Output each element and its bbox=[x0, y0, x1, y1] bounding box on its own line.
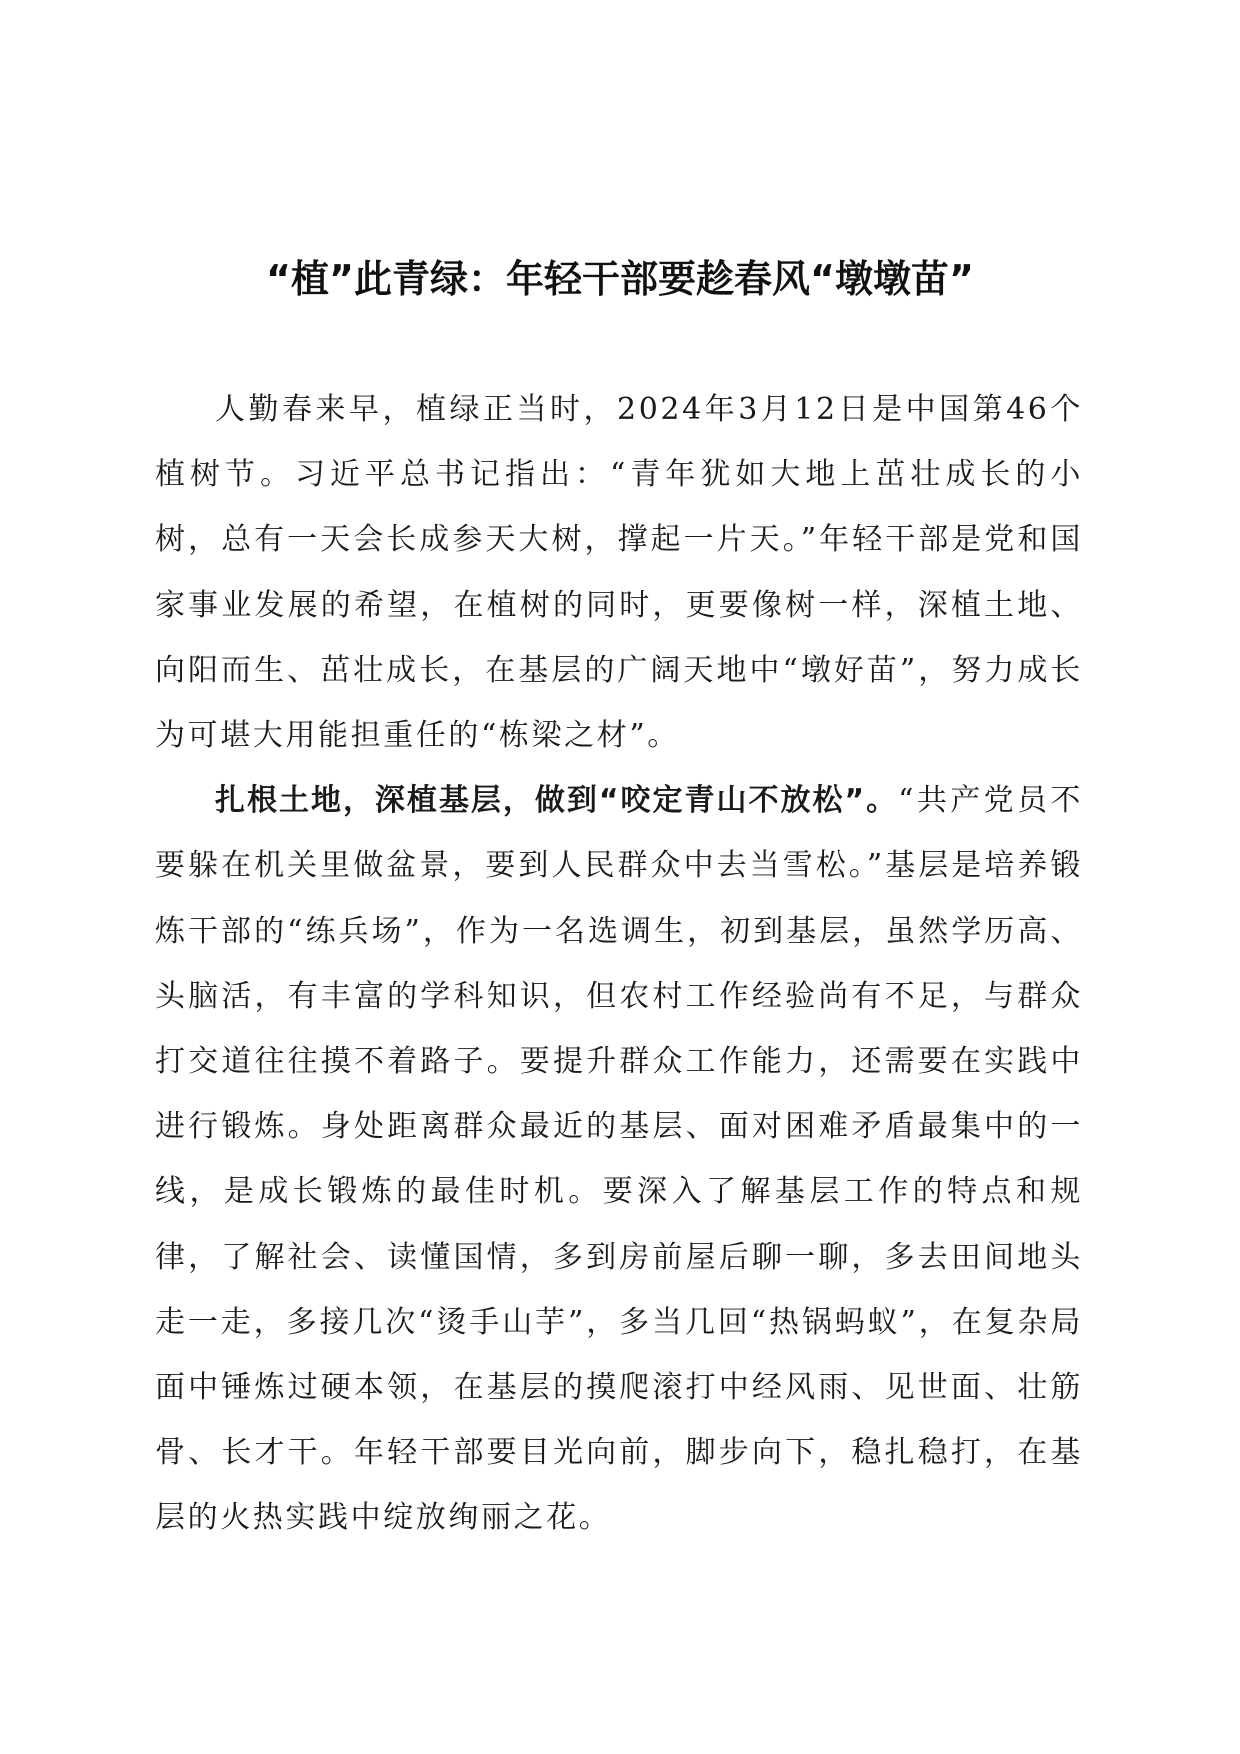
document-body bbox=[155, 377, 1083, 1551]
document-title: “植”此青绿：年轻干部要趁春风“墩墩苗” bbox=[266, 257, 974, 301]
paragraph-intro bbox=[155, 377, 1083, 768]
paragraph-rooting bbox=[155, 768, 1083, 1550]
paragraph-text: 人勤春来早，植绿正当时，2024年3月12日是中国第46个植树节。习近平总书记指出：“青年犹如大地上茁壮成长的小树，总有一天会长成参天大树，撑起一片天。”年轻干部是党和国家事业发展的希望，在植树的同时，更要像树一样，深植土地、向阳而生、茁壮成长，在基层的广阔天地中“墩好苗”，努力成长为可堪大用能担重任的“栋梁之材”。 bbox=[155, 392, 1083, 754]
paragraph-lead: 扎根土地，深植基层，做到“咬定青山不放松”。 bbox=[215, 783, 899, 819]
paragraph-text: “共产党员不要躲在机关里做盆景，要到人民群众中去当雪松。”基层是培养锻炼干部的“练兵场”，作为一名选调生，初到基层，虽然学历高、头脑活，有丰富的学科知识，但农村工作经验尚有不足，与群众打交道往往摸不着路子。要提升群众工作能力，还需要在实践中进行锻炼。身处距离群众最近的基层、面对困难矛盾最集中的一线，是成长锻炼的最佳时机。要深入了解基层工作的特点和规律，了解社会、读懂国情，多到房前屋后聊一聊，多去田间地头走一走，多接几次“烫手山芋”，多当几回“热锅蚂蚁”，在复杂局面中锤炼过硬本领，在基层的摸爬滚打中经风雨、见世面、壮筋骨、长才干。年轻干部要目光向前，脚步向下，稳扎稳打，在基层的火热实践中绽放绚丽之花。 bbox=[155, 783, 1083, 1536]
